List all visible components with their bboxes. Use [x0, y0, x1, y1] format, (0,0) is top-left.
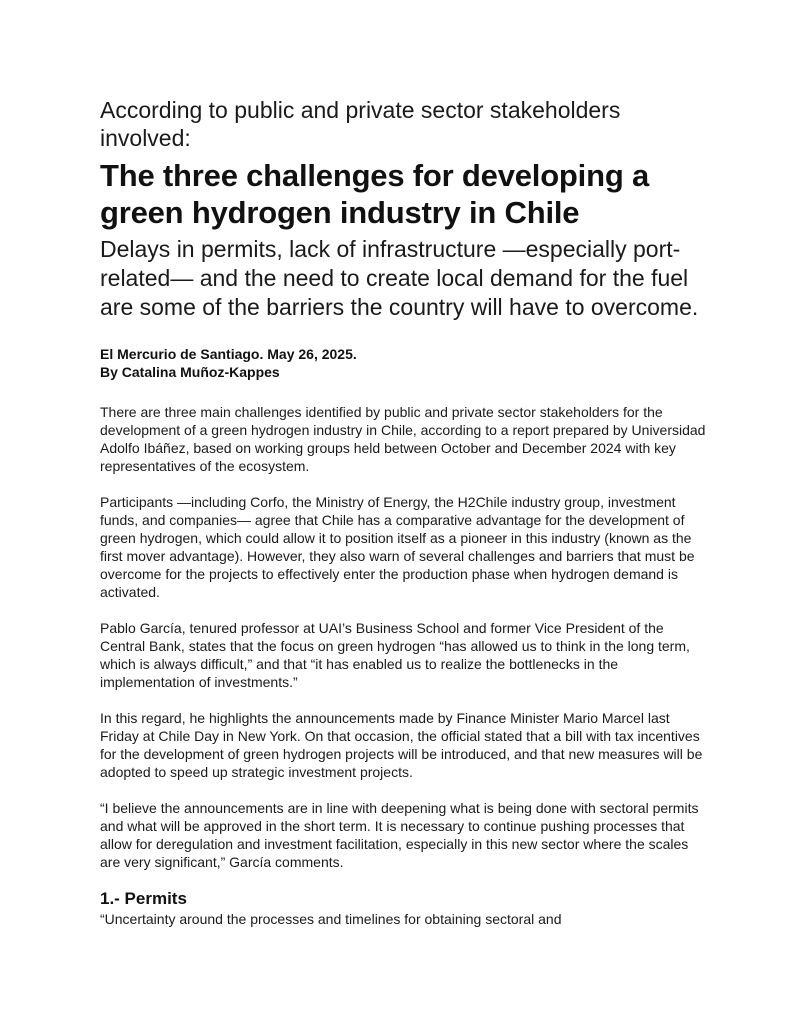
- article-kicker: According to public and private sector stakeholders involved:: [100, 97, 621, 151]
- body-paragraph: Participants —including Corfo, the Ministry of Energy, the H2Chile industry group, investment funds, and companies— agree that Chile has a comparative advantage for the development of green hydrogen, which could allow it to position itself as a pioneer in this industry (known as the first mover advantage). However, they also warn of several challenges and barriers that must be overcome for the projects to effectively enter the production phase when hydrogen demand is activated.: [100, 494, 695, 600]
- source-line: El Mercurio de Santiago. May 26, 2025.: [100, 346, 357, 362]
- article-deck: Delays in permits, lack of infrastructure —especially port-related— and the need to create local demand for the fuel are some of the barriers the country will have to overcome.: [100, 236, 699, 320]
- body-paragraph: “I believe the announcements are in line with deepening what is being done with sectoral permits and what will be approved in the short term. It is necessary to continue pushing processes that allow for deregulation and investment facilitation, especially in this new sector where the scales are very significant,” García comments.: [100, 800, 699, 870]
- body-paragraph: There are three main challenges identified by public and private sector stakeholders for the development of a green hydrogen industry in Chile, according to a report prepared by Universidad Adolfo Ibáñez, based on working groups held between October and December 2024 with key representatives of the ecosystem.: [100, 404, 706, 474]
- body-paragraph: Pablo García, tenured professor at UAI’s Business School and former Vice President of the Central Bank, states that the focus on green hydrogen “has allowed us to think in the long term, which is always difficult,” and that “it has enabled us to realize the bottlenecks in the implementation of investments.”: [100, 620, 690, 690]
- body-paragraph: In this regard, he highlights the announcements made by Finance Minister Mario Marcel last Friday at Chile Day in New York. On that occasion, the official stated that a bill with tax incentives for the development of green hydrogen projects will be introduced, and that new measures will be adopted to speed up strategic investment projects.: [100, 710, 703, 780]
- byline: [100, 345, 710, 381]
- author-line: By Catalina Muñoz-Kappes: [100, 364, 280, 380]
- section-heading-permits: 1.- Permits: [100, 889, 187, 908]
- article: [100, 96, 710, 928]
- article-headline: The three challenges for developing a green hydrogen industry in Chile: [100, 158, 650, 230]
- section-body-permits: “Uncertainty around the processes and timelines for obtaining sectoral and: [100, 911, 562, 927]
